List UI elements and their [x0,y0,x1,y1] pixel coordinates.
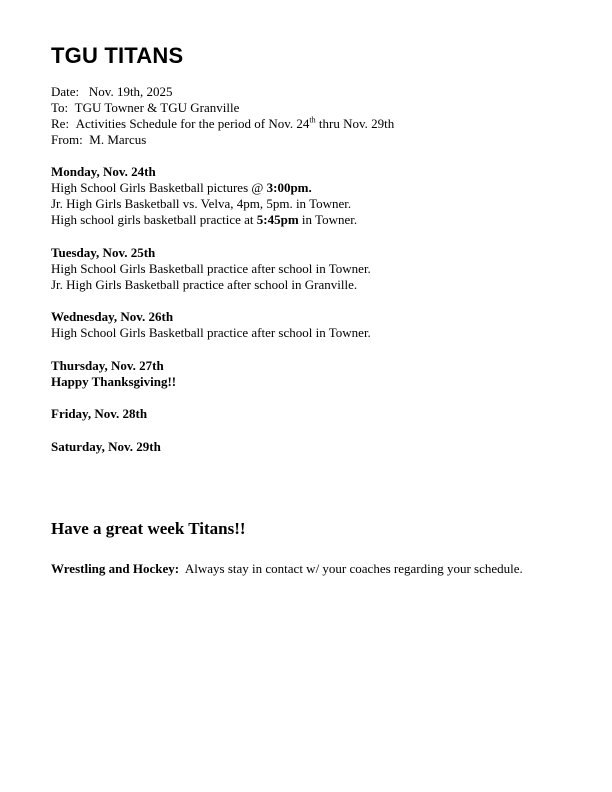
day-section-friday [51,406,147,422]
memo-to-label: To: [51,100,69,115]
memo-re-line [51,116,394,132]
day-section-wednesday [51,309,371,341]
memo-re-superscript: th [309,115,316,125]
memo-re-value: Activities Schedule for the period of Nov. 24 [75,116,310,131]
day-heading: Monday, Nov. 24th [51,164,156,179]
day-heading: Friday, Nov. 28th [51,406,148,421]
memo-date-line [51,84,394,100]
footer-note [51,561,523,577]
schedule-time: 3:00pm. [266,180,312,195]
holiday-note: Happy Thanksgiving!! [51,374,177,389]
memo-to-line [51,100,394,116]
memo-from-label: From: [51,132,83,147]
schedule-text: High School Girls Basketball pictures @ [51,180,267,195]
memo-date-value: Nov. 19th, 2025 [88,84,173,99]
day-heading: Saturday, Nov. 29th [51,439,161,454]
memo-re-label: Re: [51,116,70,131]
footer-label: Wrestling and Hockey: [51,561,180,576]
memo-from-line [51,132,394,148]
day-heading: Tuesday, Nov. 25th [51,245,156,260]
footer-text: Always stay in contact w/ your coaches regarding your schedule. [179,561,523,576]
memo-re-value-end: thru Nov. 29th [315,116,395,131]
schedule-text: High school girls basketball practice at [51,212,257,227]
schedule-line: Jr. High Girls Basketball practice after school in Granville. [51,277,358,292]
memo-from-value: M. Marcus [89,132,147,147]
schedule-line: High School Girls Basketball practice after school in Towner. [51,325,371,340]
day-section-monday [51,164,357,228]
memo-to-value: TGU Towner & TGU Granville [74,100,240,115]
day-section-thursday [51,358,176,390]
day-section-tuesday [51,245,371,293]
memo-date-label: Date: [51,84,80,99]
schedule-line: High School Girls Basketball practice after school in Towner. [51,261,371,276]
page-title: TGU TITANS [51,43,184,68]
schedule-line [51,180,357,196]
day-section-saturday [51,439,161,455]
day-heading: Wednesday, Nov. 26th [51,309,174,324]
memo-header [51,84,394,148]
schedule-time: 5:45pm [256,212,299,227]
schedule-text: in Towner. [298,212,358,227]
closing-message: Have a great week Titans!! [51,519,246,538]
day-heading: Thursday, Nov. 27th [51,358,164,373]
schedule-line: Jr. High Girls Basketball vs. Velva, 4pm, 5pm. in Towner. [51,196,352,211]
schedule-line [51,212,357,228]
